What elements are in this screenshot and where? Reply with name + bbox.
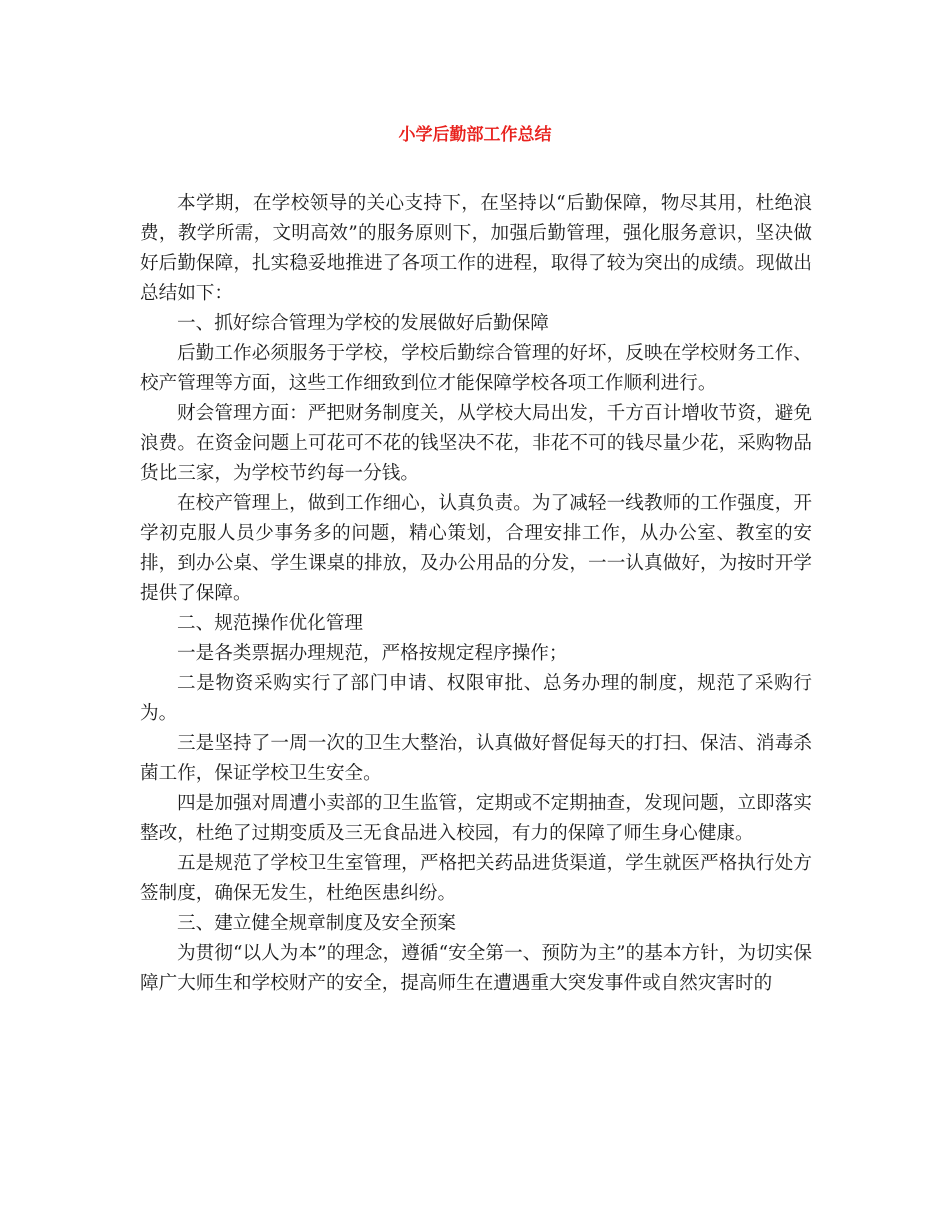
- document-body: [140, 189, 812, 999]
- paragraph: 本学期，在学校领导的关心支持下，在坚持以“后勤保障，物尽其用，杜绝浪费，教学所需，文明高效”的服务原则下，加强后勤管理，强化服务意识，坚决做好后勤保障，扎实稳妥地推进了各项工作的进程，取得了较为突出的成绩。现做出总结如下：: [140, 193, 812, 304]
- section-heading: 三、建立健全规章制度及安全预案: [177, 913, 456, 934]
- paragraph: 三是坚持了一周一次的卫生大整治，认真做好督促每天的打扫、保洁、消毒杀菌工作，保证学校卫生安全。: [140, 733, 812, 784]
- paragraph: 一是各类票据办理规范，严格按规定程序操作；: [177, 643, 568, 664]
- paragraph: 财会管理方面：严把财务制度关，从学校大局出发，千方百计增收节资，避免浪费。在资金问题上可花可不花的钱坚决不花，非花不可的钱尽量少花，采购物品货比三家，为学校节约每一分钱。: [140, 403, 812, 484]
- paragraph: 四是加强对周遭小卖部的卫生监管，定期或不定期抽查，发现问题，立即落实整改，杜绝了过期变质及三无食品进入校园，有力的保障了师生身心健康。: [140, 793, 812, 844]
- paragraph: 二是物资采购实行了部门申请、权限审批、总务办理的制度，规范了采购行为。: [140, 673, 812, 724]
- paragraph: 后勤工作必须服务于学校，学校后勤综合管理的好坏，反映在学校财务工作、校产管理等方面，这些工作细致到位才能保障学校各项工作顺利进行。: [140, 343, 812, 394]
- paragraph: 在校产管理上，做到工作细心，认真负责。为了减轻一线教师的工作强度，开学初克服人员少事务多的问题，精心策划，合理安排工作，从办公室、教室的安排，到办公桌、学生课桌的排放，及办公用品的分发，一一认真做好，为按时开学提供了保障。: [140, 493, 812, 604]
- paragraph: 为贯彻“以人为本”的理念，遵循“安全第一、预防为主”的基本方针，为切实保障广大师生和学校财产的安全，提高师生在遭遇重大突发事件或自然灾害时的: [140, 943, 812, 994]
- document-title: 小学后勤部工作总结: [398, 125, 552, 145]
- paragraph: 五是规范了学校卫生室管理，严格把关药品进货渠道，学生就医严格执行处方签制度，确保无发生，杜绝医患纠纷。: [140, 853, 812, 904]
- section-heading: 一、抓好综合管理为学校的发展做好后勤保障: [177, 313, 549, 334]
- section-heading: 二、规范操作优化管理: [177, 613, 363, 634]
